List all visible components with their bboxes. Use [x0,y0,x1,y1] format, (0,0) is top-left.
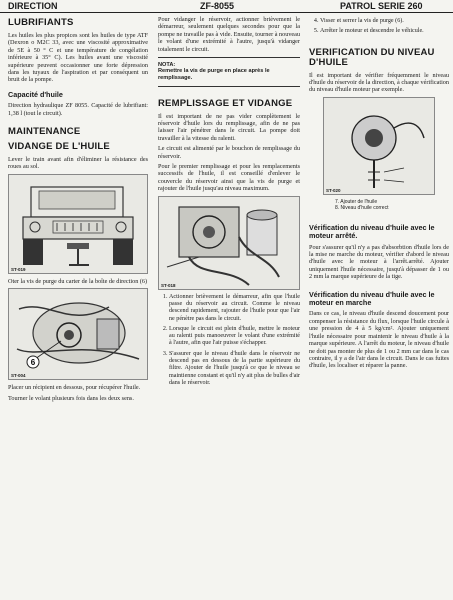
figure-st-018 [158,196,300,290]
figure-legend [335,199,449,212]
legend-item: 8. Niveau d'huile correct [335,205,389,212]
dipstick-illustration [324,98,434,194]
figure-label: ST-020 [326,187,341,193]
header-section: DIRECTION [8,1,58,11]
placer-text: Placer un récipient en dessous, pour récupérer l'huile. [8,384,141,392]
header-series: PATROL SERIE 260 [340,1,423,11]
list-item: 1. Actionner brièvement le démarreur, afin que l'huile passe du réservoir au circuit. Comme le niveau descend rapidement, rajouter de l'huile pour que l'air ne pénètre pas dans le circuit. [169,294,300,323]
remplissage-paragraph-3: Pour le premier remplissage et pour les remplacements successifs de l'huile, il est conseillé d'enlever le couvercle du réservoir ainsi que la vis de purge et rajouter de l'huile jusqu'au niveau maximum. [158,163,300,193]
list-item: 4. Visser et serrer la vis de purge (6). [320,18,449,25]
maintenance-title: MAINTENANCE [8,126,81,138]
callout-number: 6 [30,358,36,368]
column-2 [158,16,300,390]
vidange-text: Lever le train avant afin d'éliminer la résistance des roues au sol. [8,156,148,171]
figure-label: ST-018 [161,282,176,288]
list-item: 2. Lorsque le circuit est plein d'huile, mettre le moteur au ralenti puis manoeuvrer le volant d'une extrémité à l'autre, afin que l'air puisse s'échapper. [169,326,300,348]
note-title: NOTA: [158,62,176,69]
steering-box-illustration [9,289,147,379]
remplissage-paragraph-1: Il est important de ne pas vider complètement le réservoir d'huile lors du remplissage, afin de ne pas laisser l'air pénétrer dans le circuit. La pompe doit travailler à la vitesse du ralenti. [158,112,300,142]
intro-text: Pour vidanger le réservoir, actionner brièvement le démarreur, seulement quelques secondes pour que la pompe ne travaille pas à vide. Ensuite, tourner à nouveau le volant d'une extrémité à l'autre, jusqu'à vidanger totalement le circuit. [158,16,300,53]
figure-label: ST-019 [11,266,26,272]
figure-st-019 [8,174,148,274]
list-item: 3. S'assurer que le niveau d'huile dans le réservoir ne descend pas en dessous de la partie supérieure du filtre. Ajouter de l'huile jusqu'à ce que le niveau se maintienne constant et qu'il n'y ait plus de bulles d'air dans le réservoir. [169,351,300,387]
arrete-text: Pour s'assurer qu'il n'y a pas d'absorbtion d'huile lors de la mise ne marche du moteur, vérifier d'abord le niveau d'huile avec le moteur à l'arrêt.arrêté. Ajouter uniquement l'huile nécessaire, jusqu'à dépasser de 1 ou 2 mm la marque supérieure de la tige. [309,243,449,281]
truck-front-illustration [9,175,147,273]
header-model: ZF-8055 [200,1,235,11]
remplissage-paragraph-2: Le circuit est alimenté par le bouchon de remplissage du réservoir. [158,145,300,160]
tourner-text: Tourner le volant plusieurs fois dans les deux sens. [8,394,134,402]
note-text: Remettre la vis de purge en place après le remplissage. [158,68,270,81]
lubrifiants-text: Les huiles les plus propices sont les huiles de type ATF (Dexron o M2C 33, avec une viscosité approximative de 5E à 50 ° C et une température de congélation inférieure à 35° C). Les huiles avant une viscosité supérieure peuvent occasionner une forte dépression dans les tuyaux de l'aspiration et par conséquent un bruit de la pompe. [8,32,148,84]
capacite-title: Capacité d'huile [8,89,63,99]
legend-item: 7. Ajouter de l'huile [335,198,378,205]
engine-bay-illustration [159,197,299,289]
verification-text: Il est important de vérifier fréquemment le niveau d'huile du réservoir de la direction, à chaque vérification du niveau d'huile moteur par exemple. [309,71,449,94]
column-3 [309,16,449,373]
figure-st-004 [8,288,148,380]
divider [158,86,300,87]
note-box [158,62,300,82]
capacite-text: Direction hydraulique ZF 8055. Capacité de lubrifiant: 1,38 l (tout le circuit). [8,102,148,117]
purge-text: Oter la vis de purge du carter de la boîte de direction (6) [8,277,148,285]
verification-title: VERIFICATION DU NIVEAU D'HUILE [309,46,435,68]
arrete-title: Vérification du niveau d'huile avec le moteur arrêté. [309,222,435,241]
page-header [0,0,453,13]
remplissage-title: REMPLISSAGE ET VIDANGE [158,97,293,109]
lubrifiants-title: LUBRIFIANTS [8,17,74,28]
vidange-title: VIDANGE DE L'HUILE [8,141,110,153]
remplissage-steps-continued [309,18,449,36]
marche-text: Dans ce cas, le niveau d'huile descend doucement pour compenser la résistance du flux, lorsque l'huile circule à une pression de 4 à 5 kg/cm². Ajouter uniquement l'huile nécessaire pour maintenir le niveau d'huile à la marque supérieure. A l'arrêt du moteur, le niveau d'huile ne doit pas monter de plus de 1 ou 2 mm car dans le cas contraire, il y a de l'air dans le circuit. Dans le cas fuites d'huile, les localiser et réparer la panne. [309,310,449,370]
divider [158,57,300,58]
remplissage-steps [158,294,300,388]
marche-title: Vérification du niveau d'huile avec le moteur en marche [309,289,435,308]
column-1 [8,16,148,405]
figure-label: ST-004 [11,373,26,379]
list-item: 5. Arrêter le moteur et descendre le véhicule. [320,28,449,35]
figure-st-020 [323,97,435,195]
